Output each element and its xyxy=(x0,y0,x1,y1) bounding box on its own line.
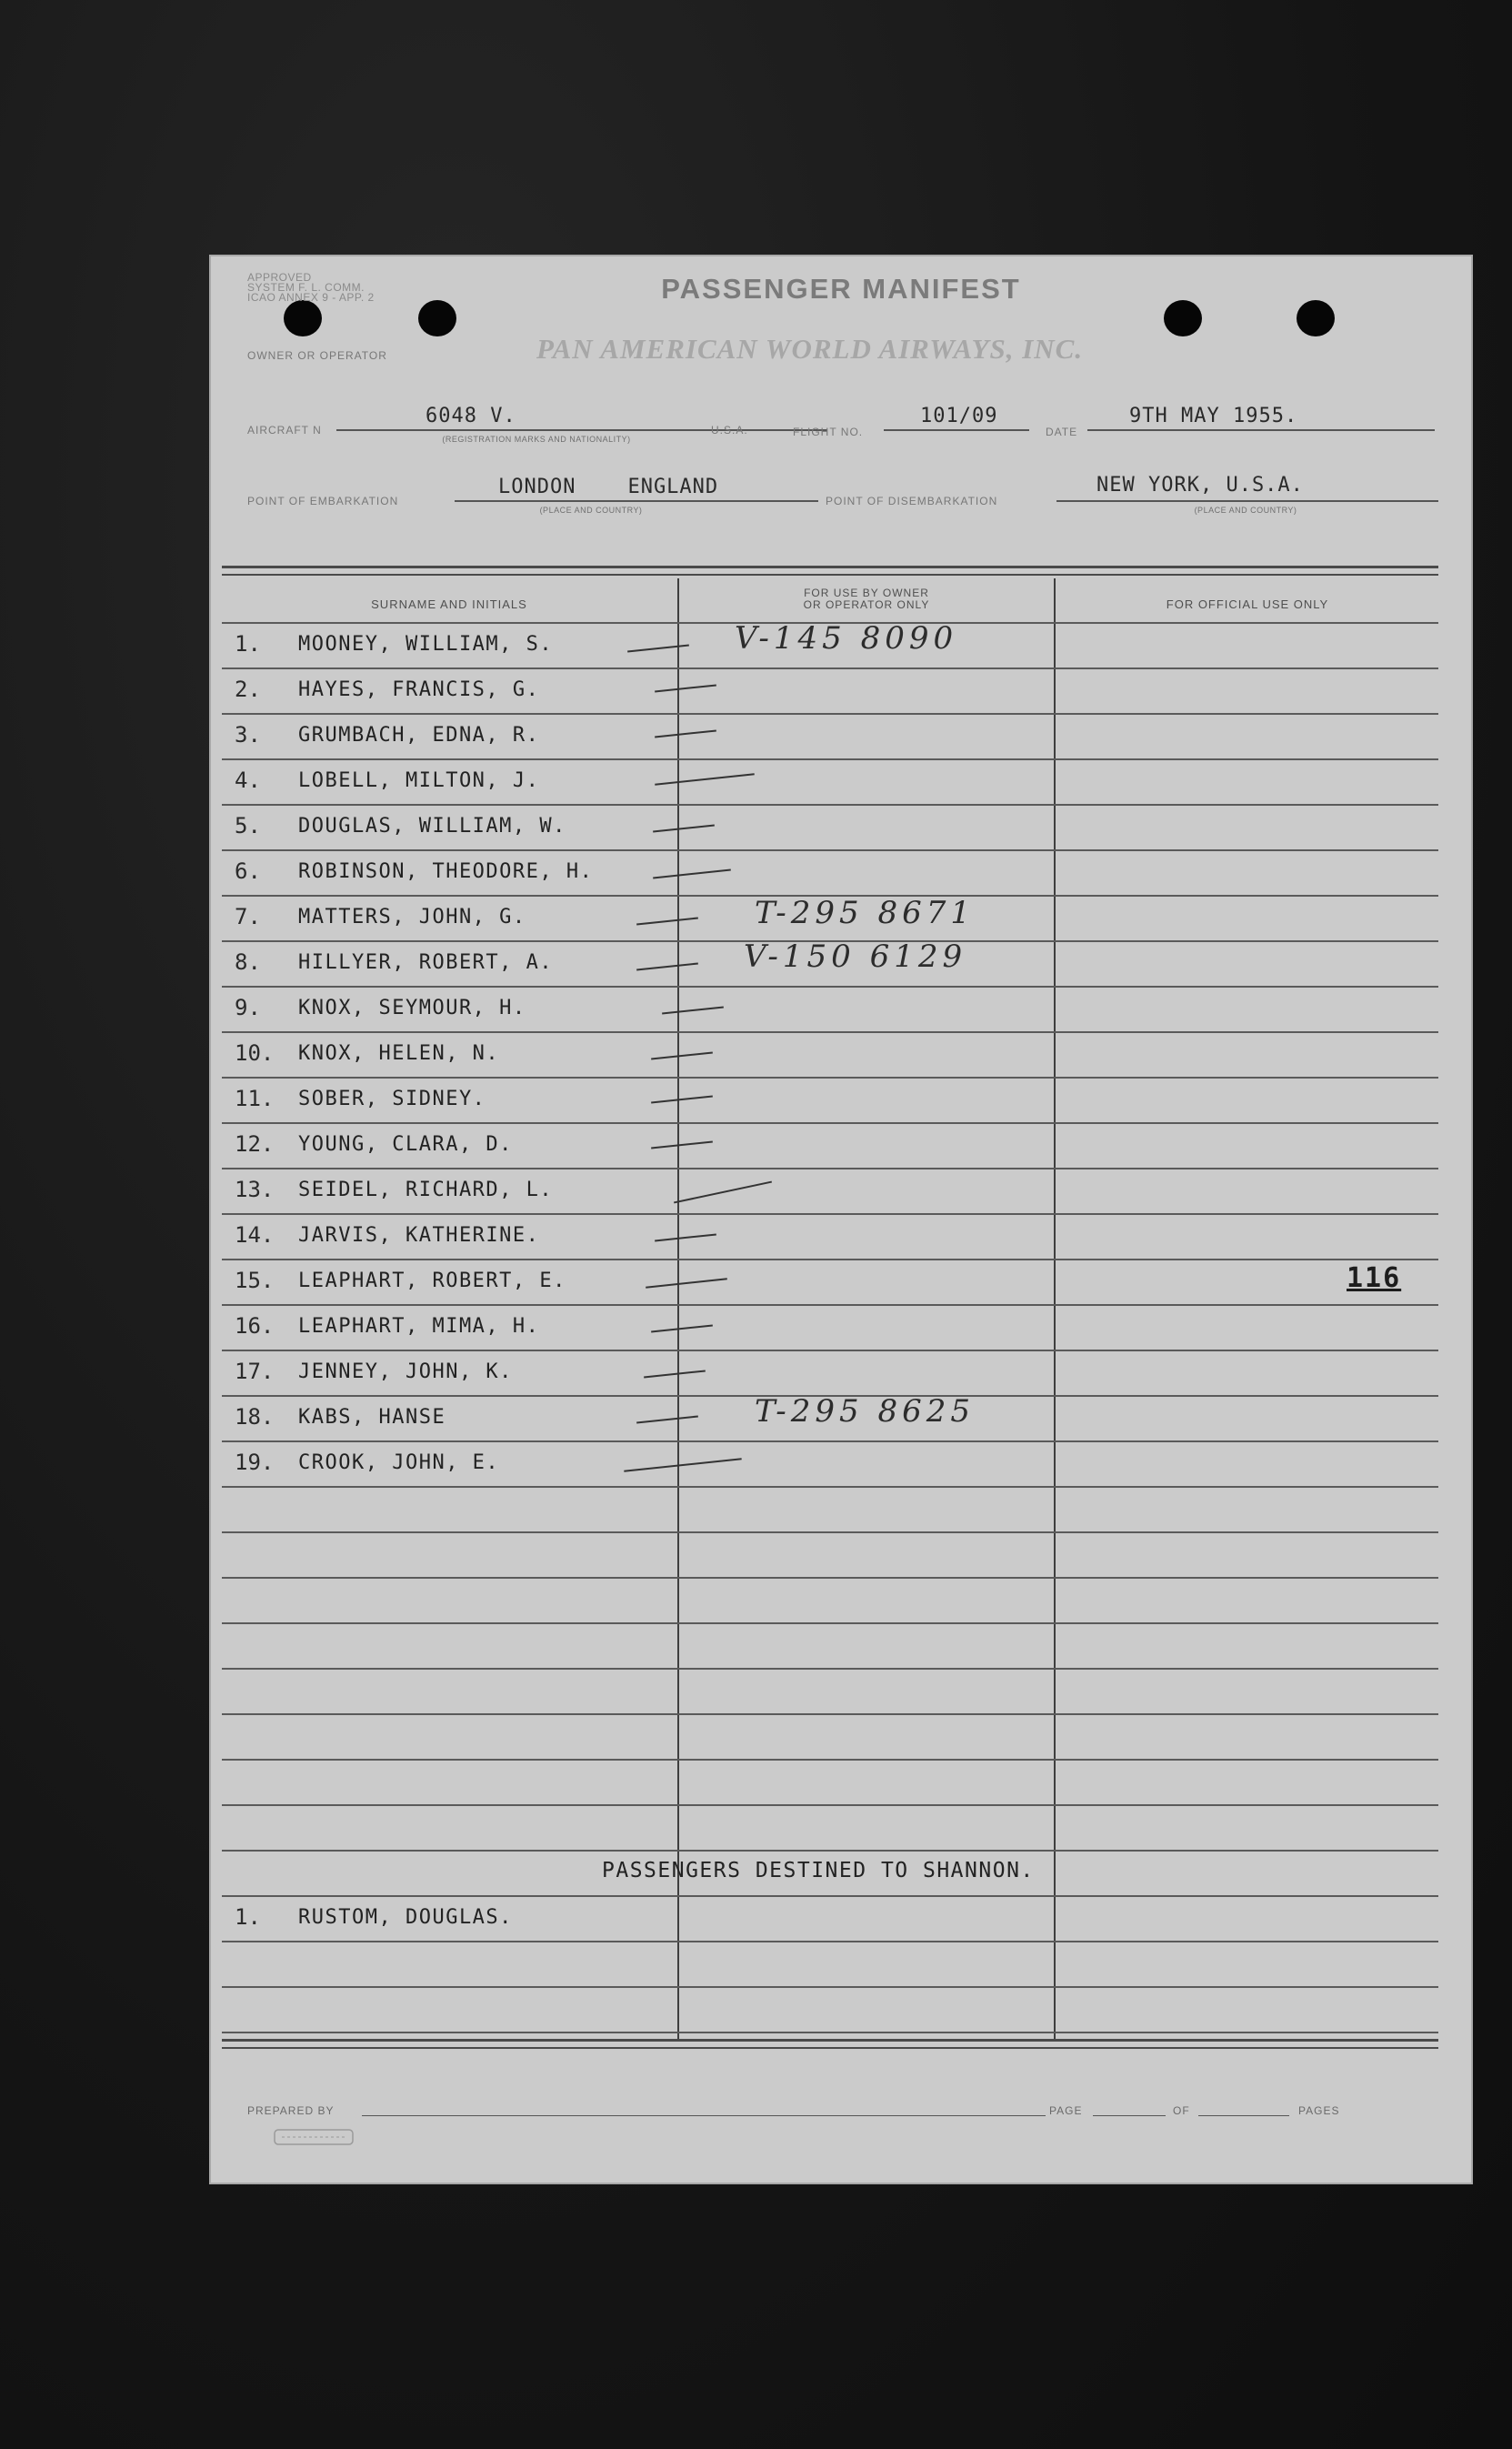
passenger-name: ROBINSON, THEODORE, H. xyxy=(298,860,594,883)
flight-label: FLIGHT NO. xyxy=(793,426,864,438)
page-label: PAGE xyxy=(1049,2104,1083,2117)
disembark-underline xyxy=(1056,500,1438,502)
row-line xyxy=(222,2032,1438,2033)
table-bottom-rule xyxy=(222,2039,1438,2049)
row-line xyxy=(222,1804,1438,1806)
table-top-rule xyxy=(222,566,1438,576)
row-line xyxy=(222,1350,1438,1351)
passenger-name: CROOK, JOHN, E. xyxy=(298,1451,500,1474)
passenger-name: KNOX, SEYMOUR, H. xyxy=(298,997,526,1019)
row-number: 13. xyxy=(235,1177,275,1202)
row-line xyxy=(222,1531,1438,1533)
row-line xyxy=(222,849,1438,851)
row-line xyxy=(222,1440,1438,1442)
row-number: 1. xyxy=(235,1904,261,1930)
check-mark-icon xyxy=(662,1006,724,1014)
page-title: PASSENGER MANIFEST xyxy=(661,273,1021,305)
row-number: 4. xyxy=(235,768,261,793)
row-line xyxy=(222,1713,1438,1715)
disembark-value: NEW YORK, U.S.A. xyxy=(1096,474,1304,497)
check-mark-icon xyxy=(636,1415,698,1423)
ticket-note: T-295 8671 xyxy=(755,895,976,931)
row-line xyxy=(222,1986,1438,1988)
row-line xyxy=(222,1941,1438,1942)
passenger-name: KNOX, HELEN, N. xyxy=(298,1042,500,1065)
check-mark-icon xyxy=(651,1051,713,1059)
check-mark-icon xyxy=(655,1233,716,1241)
row-number: 17. xyxy=(235,1359,275,1384)
check-mark-icon xyxy=(627,644,689,652)
row-number: 18. xyxy=(235,1404,275,1430)
col-header-owner-use: FOR USE BY OWNER OR OPERATOR ONLY xyxy=(803,587,930,611)
passenger-name: LEAPHART, MIMA, H. xyxy=(298,1315,540,1338)
check-mark-icon xyxy=(636,962,698,970)
aircraft-underline xyxy=(336,429,827,431)
row-number: 6. xyxy=(235,858,261,884)
date-underline xyxy=(1087,429,1435,431)
passenger-name: DOUGLAS, WILLIAM, W. xyxy=(298,815,566,838)
passenger-name: RUSTOM, DOUGLAS. xyxy=(298,1906,513,1929)
row-line xyxy=(222,1122,1438,1124)
row-line xyxy=(222,1895,1438,1897)
official-count: 116 xyxy=(1347,1262,1402,1294)
row-line xyxy=(222,667,1438,669)
check-mark-icon xyxy=(655,684,716,692)
passenger-name: MOONEY, WILLIAM, S. xyxy=(298,633,554,656)
row-line xyxy=(222,986,1438,988)
row-number: 1. xyxy=(235,631,261,657)
passenger-name: LEAPHART, ROBERT, E. xyxy=(298,1270,566,1292)
col-header-official-use: FOR OFFICIAL USE ONLY xyxy=(1166,597,1329,611)
ticket-note: V-150 6129 xyxy=(744,938,967,975)
passenger-name: GRUMBACH, EDNA, R. xyxy=(298,724,540,747)
row-line xyxy=(222,758,1438,760)
aircraft-sub: (REGISTRATION MARKS AND NATIONALITY) xyxy=(442,435,631,444)
shannon-heading: PASSENGERS DESTINED TO SHANNON. xyxy=(602,1859,1035,1882)
row-number: 15. xyxy=(235,1268,275,1293)
check-mark-icon xyxy=(653,869,731,879)
embark-label: POINT OF EMBARKATION xyxy=(247,495,399,507)
check-mark-icon xyxy=(646,1278,727,1288)
row-line xyxy=(222,1668,1438,1670)
aircraft-label: AIRCRAFT N xyxy=(247,424,322,437)
check-mark-icon xyxy=(655,773,755,785)
row-number: 5. xyxy=(235,813,261,838)
punch-hole-icon xyxy=(418,300,456,336)
approval-stamp: APPROVED SYSTEM F. L. COMM. ICAO ANNEX 9 - APP. 2 xyxy=(247,271,375,304)
row-line xyxy=(222,804,1438,806)
check-mark-icon xyxy=(651,1140,713,1149)
pages-label: PAGES xyxy=(1298,2104,1340,2117)
row-line xyxy=(222,1213,1438,1215)
row-number: 2. xyxy=(235,677,261,702)
check-mark-icon xyxy=(636,917,698,925)
check-mark-icon xyxy=(644,1370,706,1378)
check-mark-icon xyxy=(655,729,716,738)
passenger-name: SOBER, SIDNEY. xyxy=(298,1088,486,1110)
prepared-by-label: PREPARED BY xyxy=(247,2104,335,2117)
row-line xyxy=(222,1077,1438,1079)
row-number: 8. xyxy=(235,949,261,975)
row-number: 12. xyxy=(235,1131,275,1157)
row-number: 16. xyxy=(235,1313,275,1339)
aircraft-value: 6048 V. xyxy=(426,405,516,427)
owner-value: PAN AMERICAN WORLD AIRWAYS, INC. xyxy=(536,333,1084,365)
check-mark-icon xyxy=(651,1324,713,1332)
passenger-name: JARVIS, KATHERINE. xyxy=(298,1224,540,1247)
embark-sub: (PLACE AND COUNTRY) xyxy=(539,506,643,515)
passenger-name: YOUNG, CLARA, D. xyxy=(298,1133,513,1156)
check-mark-icon xyxy=(674,1181,772,1204)
faded-stamp-icon xyxy=(273,2126,355,2151)
column-divider xyxy=(677,578,679,2041)
row-line xyxy=(222,713,1438,715)
passenger-name: SEIDEL, RICHARD, L. xyxy=(298,1179,554,1201)
row-number: 14. xyxy=(235,1222,275,1248)
row-line xyxy=(222,1850,1438,1852)
check-mark-icon xyxy=(651,1095,713,1103)
owner-label: OWNER OR OPERATOR xyxy=(247,349,387,362)
page-underline xyxy=(1093,2115,1166,2116)
embark-underline xyxy=(455,500,818,502)
punch-hole-icon xyxy=(1164,300,1202,336)
punch-hole-icon xyxy=(284,300,322,336)
row-number: 10. xyxy=(235,1040,275,1066)
flight-value: 101/09 xyxy=(920,405,998,427)
row-line xyxy=(222,1759,1438,1761)
flight-underline xyxy=(884,429,1029,431)
date-label: DATE xyxy=(1046,426,1078,438)
ticket-note: V-145 8090 xyxy=(735,620,958,657)
row-number: 11. xyxy=(235,1086,275,1111)
row-number: 3. xyxy=(235,722,261,748)
ticket-note: T-295 8625 xyxy=(755,1393,976,1430)
row-line xyxy=(222,1622,1438,1624)
date-value: 9TH MAY 1955. xyxy=(1129,405,1298,427)
usa-label: U.S.A. xyxy=(711,424,748,437)
row-line xyxy=(222,1168,1438,1169)
passenger-name: HAYES, FRANCIS, G. xyxy=(298,678,540,701)
row-line xyxy=(222,1577,1438,1579)
row-number: 19. xyxy=(235,1450,275,1475)
row-number: 7. xyxy=(235,904,261,929)
row-line xyxy=(222,1486,1438,1488)
row-number: 9. xyxy=(235,995,261,1020)
prepared-by-underline xyxy=(362,2115,1046,2116)
column-divider xyxy=(1054,578,1056,2041)
row-line xyxy=(222,1304,1438,1306)
passenger-name: JENNEY, JOHN, K. xyxy=(298,1360,513,1383)
passenger-name: KABS, HANSE xyxy=(298,1406,446,1429)
of-label: OF xyxy=(1173,2104,1190,2117)
punch-hole-icon xyxy=(1297,300,1335,336)
row-line xyxy=(222,1031,1438,1033)
passenger-name: HILLYER, ROBERT, A. xyxy=(298,951,554,974)
disembark-label: POINT OF DISEMBARKATION xyxy=(826,495,998,507)
of-underline xyxy=(1198,2115,1289,2116)
passenger-name: LOBELL, MILTON, J. xyxy=(298,769,540,792)
col-header-surname: SURNAME AND INITIALS xyxy=(371,597,527,611)
check-mark-icon xyxy=(624,1458,741,1472)
check-mark-icon xyxy=(653,824,715,832)
passenger-name: MATTERS, JOHN, G. xyxy=(298,906,526,928)
embark-value: LONDON ENGLAND xyxy=(498,476,719,498)
manifest-sheet xyxy=(209,255,1473,2184)
disembark-sub: (PLACE AND COUNTRY) xyxy=(1194,506,1297,515)
row-line xyxy=(222,1259,1438,1260)
